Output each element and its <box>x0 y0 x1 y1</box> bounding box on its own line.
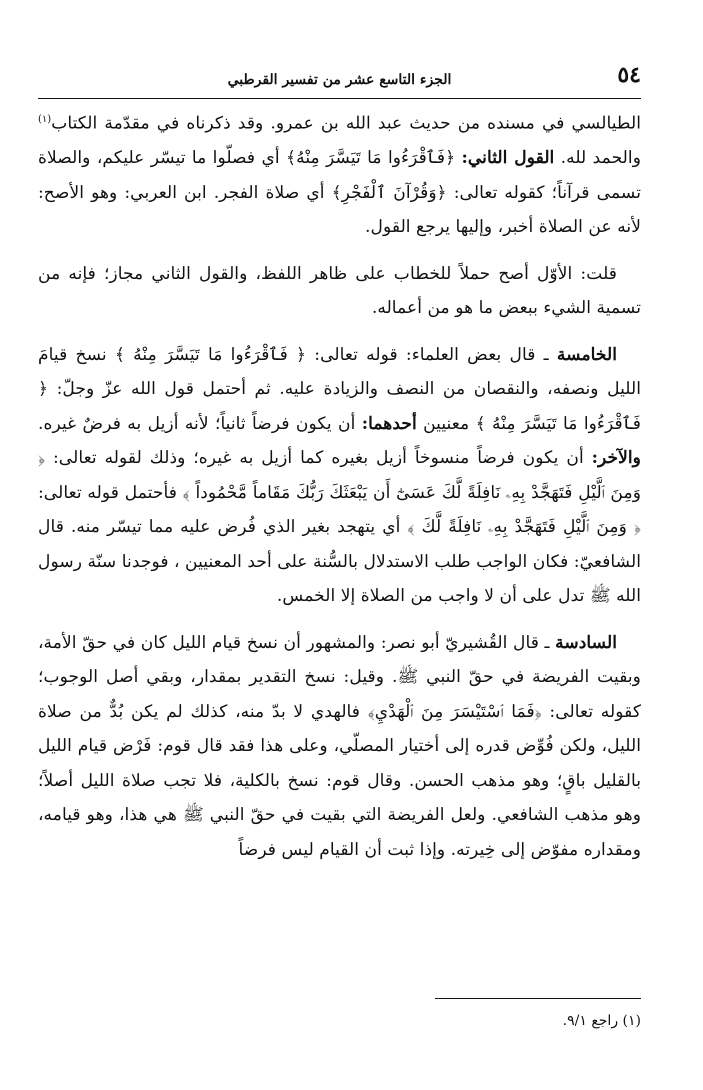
bold-term: والآخر: <box>591 448 641 469</box>
footnote-divider <box>435 998 641 999</box>
section-heading-fifth: الخامسة <box>556 344 617 365</box>
bold-heading: القول الثاني: <box>461 148 555 169</box>
paragraph-1 <box>38 103 641 245</box>
paragraph-2 <box>38 257 641 326</box>
paragraph-gap <box>38 326 641 338</box>
running-title: الجزء التاسع عشر من تفسير القرطبي <box>227 72 452 88</box>
paragraph-text: ـ قال القُشيريّ أبو نصر: والمشهور أن نسخ قيام الليل كان في حقّ الأمة، وبقيت الفريضة في حقّ النبي ﷺ. وقيل: نسخ التقدير بمقدار، وبقي أصل الوجوب؛ كقوله تعالى: ﴿فَمَا ٱسْتَيْسَرَ مِنَ ٱلْهَدْيِ﴾ فالهدي لا بدّ منه، كذلك لم يكن بُدٌّ من صلاة الليل، ولكن فُوِّض قدره إلى أختيار المصلّي، وعلى هذا فقد قال قوم: فَرْض قيام الليل بالقليل باقٍ؛ وهو مذهب الحسن. وقال قوم: نسخ بالكلية، فلا تجب صلاة الليل أصلاً؛ وهو مذهب الشافعي. ولعل الفريضة التي بقيت في حقّ النبي ﷺ هي هذا، وهو قيامه، ومقداره مفوّض إلى خِيرته. وإذا ثبت أن القيام ليس فرضاً <box>38 632 641 860</box>
paragraph-gap <box>38 614 641 626</box>
paragraph-text: الطيالسي في مسنده من حديث عبد الله بن عمرو. وقد ذكرناه في مقدّمة الكتاب <box>51 113 641 134</box>
paragraph-text: قلت: الأوّل أصح حملاً للخطاب على ظاهر اللفظ، والقول الثاني مجاز؛ فإنه من تسمية الشيء ببعض ما هو من أعماله. <box>38 263 641 319</box>
paragraph-4 <box>38 626 641 868</box>
paragraph-text: والحمد لله. <box>554 148 641 169</box>
page-header <box>38 58 641 99</box>
paragraph-text: أن يكون فرضاً منسوخاً أزيل بغيره كما أزيل به غيره؛ وذلك لقوله تعالى: ﴿ وَمِنَ ٱلَّيْلِ فَتَهَجَّدْ بِهِۦ نَافِلَةً لَّكَ عَسَىٰٓ أَن يَبْعَثَكَ رَبُّكَ مَقَاماً مَّحْمُوداً ﴾ فأحتمل قوله تعالى: ﴿ وَمِنَ ٱلَّيْلِ فَتَهَجَّدْ بِهِۦ نَافِلَةً لَّكَ ﴾ أي يتهجد بغير الذي فُرض عليه مما تيسّر منه. قال الشافعيّ: فكان الواجب طلب الاستدلال بالسُّنة على أحد المعنيين ، فوجدنا سنّة رسول الله ﷺ تدل على أن لا واجب من الصلاة إلا الخمس. <box>38 448 641 607</box>
paragraph-gap <box>38 245 641 257</box>
footnote: (١) راجع ٩/١. <box>562 1013 641 1029</box>
section-heading-sixth: السادسة <box>555 632 617 653</box>
bold-term: أحدهما: <box>361 413 417 434</box>
paragraph-text: ـ قال بعض العلماء: قوله تعالى: ﴿ فَٱقْرَءُوا مَا تَيَسَّرَ مِنْهُ ﴾ نسخ قيامَ الليل ونصفه، والنقصان من النصف والزيادة عليه. ثم أحتمل قول الله عزّ وجلّ: ﴿ فَٱقْرَءُوا مَا تَيَسَّرَ مِنْهُ ﴾ معنيين <box>38 344 641 434</box>
paragraph-3 <box>38 338 641 614</box>
page-number: ٥٤ <box>617 62 641 88</box>
body-text <box>38 103 641 867</box>
paragraph-text: ﴿فَٱقْرَءُوا مَا تَيَسَّرَ مِنْهُ﴾ أي فصلّوا ما تيسّر عليكم، والصلاة تسمى قرآناً؛ كقوله تعالى: ﴿وَقُرْآنَ ٱلْفَجْرِ﴾ أي صلاة الفجر. ابن العربي: وهو الأصح: لأنه عن الصلاة أخبر، وإليها يرجع القول. <box>38 148 641 238</box>
paragraph-text: أن يكون فرضاً ثانياً؛ لأنه أزيل به فرضٌ غيره. <box>38 413 362 434</box>
footnote-marker[interactable]: (١) <box>38 114 52 125</box>
